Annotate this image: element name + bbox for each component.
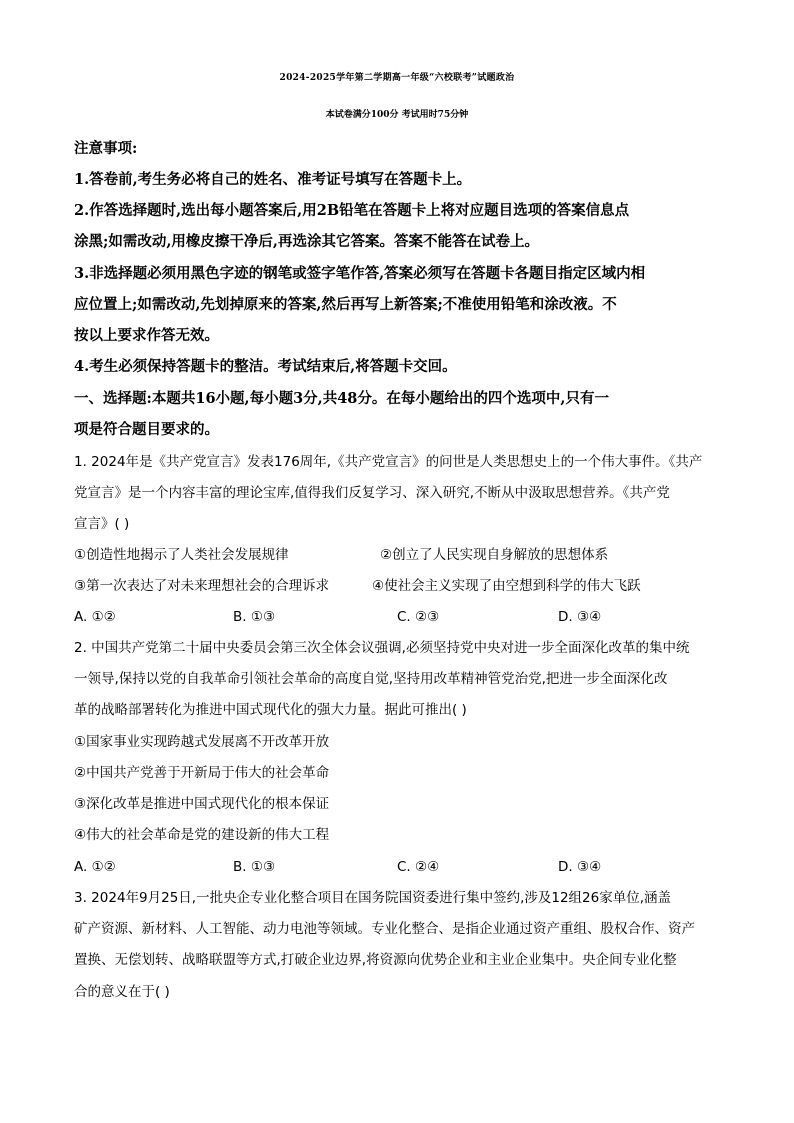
q2-choice-b: B. ①③	[233, 859, 276, 875]
q2-choice-d: D. ③④	[558, 859, 602, 875]
q1-choice-b: B. ①③	[233, 609, 276, 625]
notice-line: 按以上要求作答无效。	[74, 327, 219, 344]
q2-statement-3: ③深化改革是推进中国式现代化的根本保证	[74, 796, 330, 812]
q2-stem-line: 一领导,保持以党的自我革命引领社会革命的高度自觉,坚持用改革精神管党治党,把进一步全面深化改	[74, 671, 668, 687]
page-title: 2024-2025学年第二学期高一年级“六校联考”试题政治	[279, 73, 515, 83]
q1-stem-line: 党宣言》是一个内容丰富的理论宝库,值得我们反复学习、深入研究,不断从中汲取思想营养。《共产党	[74, 485, 670, 501]
q1-choice-c: C. ②③	[397, 609, 440, 625]
q1-choice-a: A. ①②	[74, 609, 116, 625]
notice-line: 涂黑;如需改动,用橡皮擦干净后,再选涂其它答案。答案不能答在试卷上。	[74, 233, 539, 250]
q2-stem-line: 2. 中国共产党第二十届中央委员会第三次全体会议强调,必须坚持党中央对进一步全面深化改革的集中统	[74, 640, 690, 656]
notice-line: 1.答卷前,考生务必将自己的姓名、准考证号填写在答题卡上。	[74, 171, 472, 188]
q3-stem-line: 3. 2024年9月25日,一批央企专业化整合项目在国务院国资委进行集中签约,涉及12组26家单位,涵盖	[74, 890, 672, 906]
notice-line: 3.非选择题必须用黑色字迹的钢笔或签字笔作答,答案必须写在答题卡各题目指定区域内相	[74, 265, 646, 282]
notice-heading: 注意事项:	[74, 140, 138, 157]
notice-line: 2.作答选择题时,选出每小题答案后,用2B铅笔在答题卡上将对应题目选项的答案信息点	[74, 202, 630, 219]
notice-line: 应位置上;如需改动,先划掉原来的答案,然后再写上新答案;不准使用铅笔和涂改液。不	[74, 296, 617, 313]
q1-stem-line: 宣言》( )	[74, 516, 130, 532]
q1-stem-line: 1. 2024年是《共产党宣言》发表176周年,《共产党宣言》的问世是人类思想史上的一个伟大事件。《共产	[74, 454, 703, 470]
exam-info: 本试卷满分100分 考试用时75分钟	[325, 110, 469, 120]
q3-stem-line: 置换、无偿划转、战略联盟等方式,打破企业边界,将资源向优势企业和主业企业集中。央企间专业化整	[74, 952, 677, 968]
q1-choice-d: D. ③④	[558, 609, 602, 625]
q2-statement-4: ④伟大的社会革命是党的建设新的伟大工程	[74, 827, 330, 843]
q2-statement-1: ①国家事业实现跨越式发展离不开改革开放	[74, 734, 330, 750]
q3-stem-line: 矿产资源、新材料、人工智能、动力电池等领域。专业化整合、是指企业通过资产重组、股权合作、资产	[74, 921, 695, 937]
q1-statement-1: ①创造性地揭示了人类社会发展规律	[74, 547, 289, 563]
q1-statement-4: ④使社会主义实现了由空想到科学的伟大飞跃	[372, 578, 641, 594]
q2-choice-a: A. ①②	[74, 859, 116, 875]
q2-stem-line: 革的战略部署转化为推进中国式现代化的强大力量。据此可推出( )	[74, 702, 467, 718]
q2-choice-c: C. ②④	[397, 859, 440, 875]
notice-line: 4.考生必须保持答题卡的整洁。考试结束后,将答题卡交回。	[74, 358, 457, 375]
q2-statement-2: ②中国共产党善于开新局于伟大的社会革命	[74, 765, 330, 781]
q1-statement-2: ②创立了人民实现自身解放的思想体系	[380, 547, 609, 563]
section-heading: 一、选择题:本题共16小题,每小题3分,共48分。在每小题给出的四个选项中,只有一	[74, 390, 609, 407]
q1-statement-3: ③第一次表达了对未来理想社会的合理诉求	[74, 578, 330, 594]
q3-stem-line: 合的意义在于( )	[74, 984, 170, 1000]
section-heading-cont: 项是符合题目要求的。	[74, 421, 219, 438]
